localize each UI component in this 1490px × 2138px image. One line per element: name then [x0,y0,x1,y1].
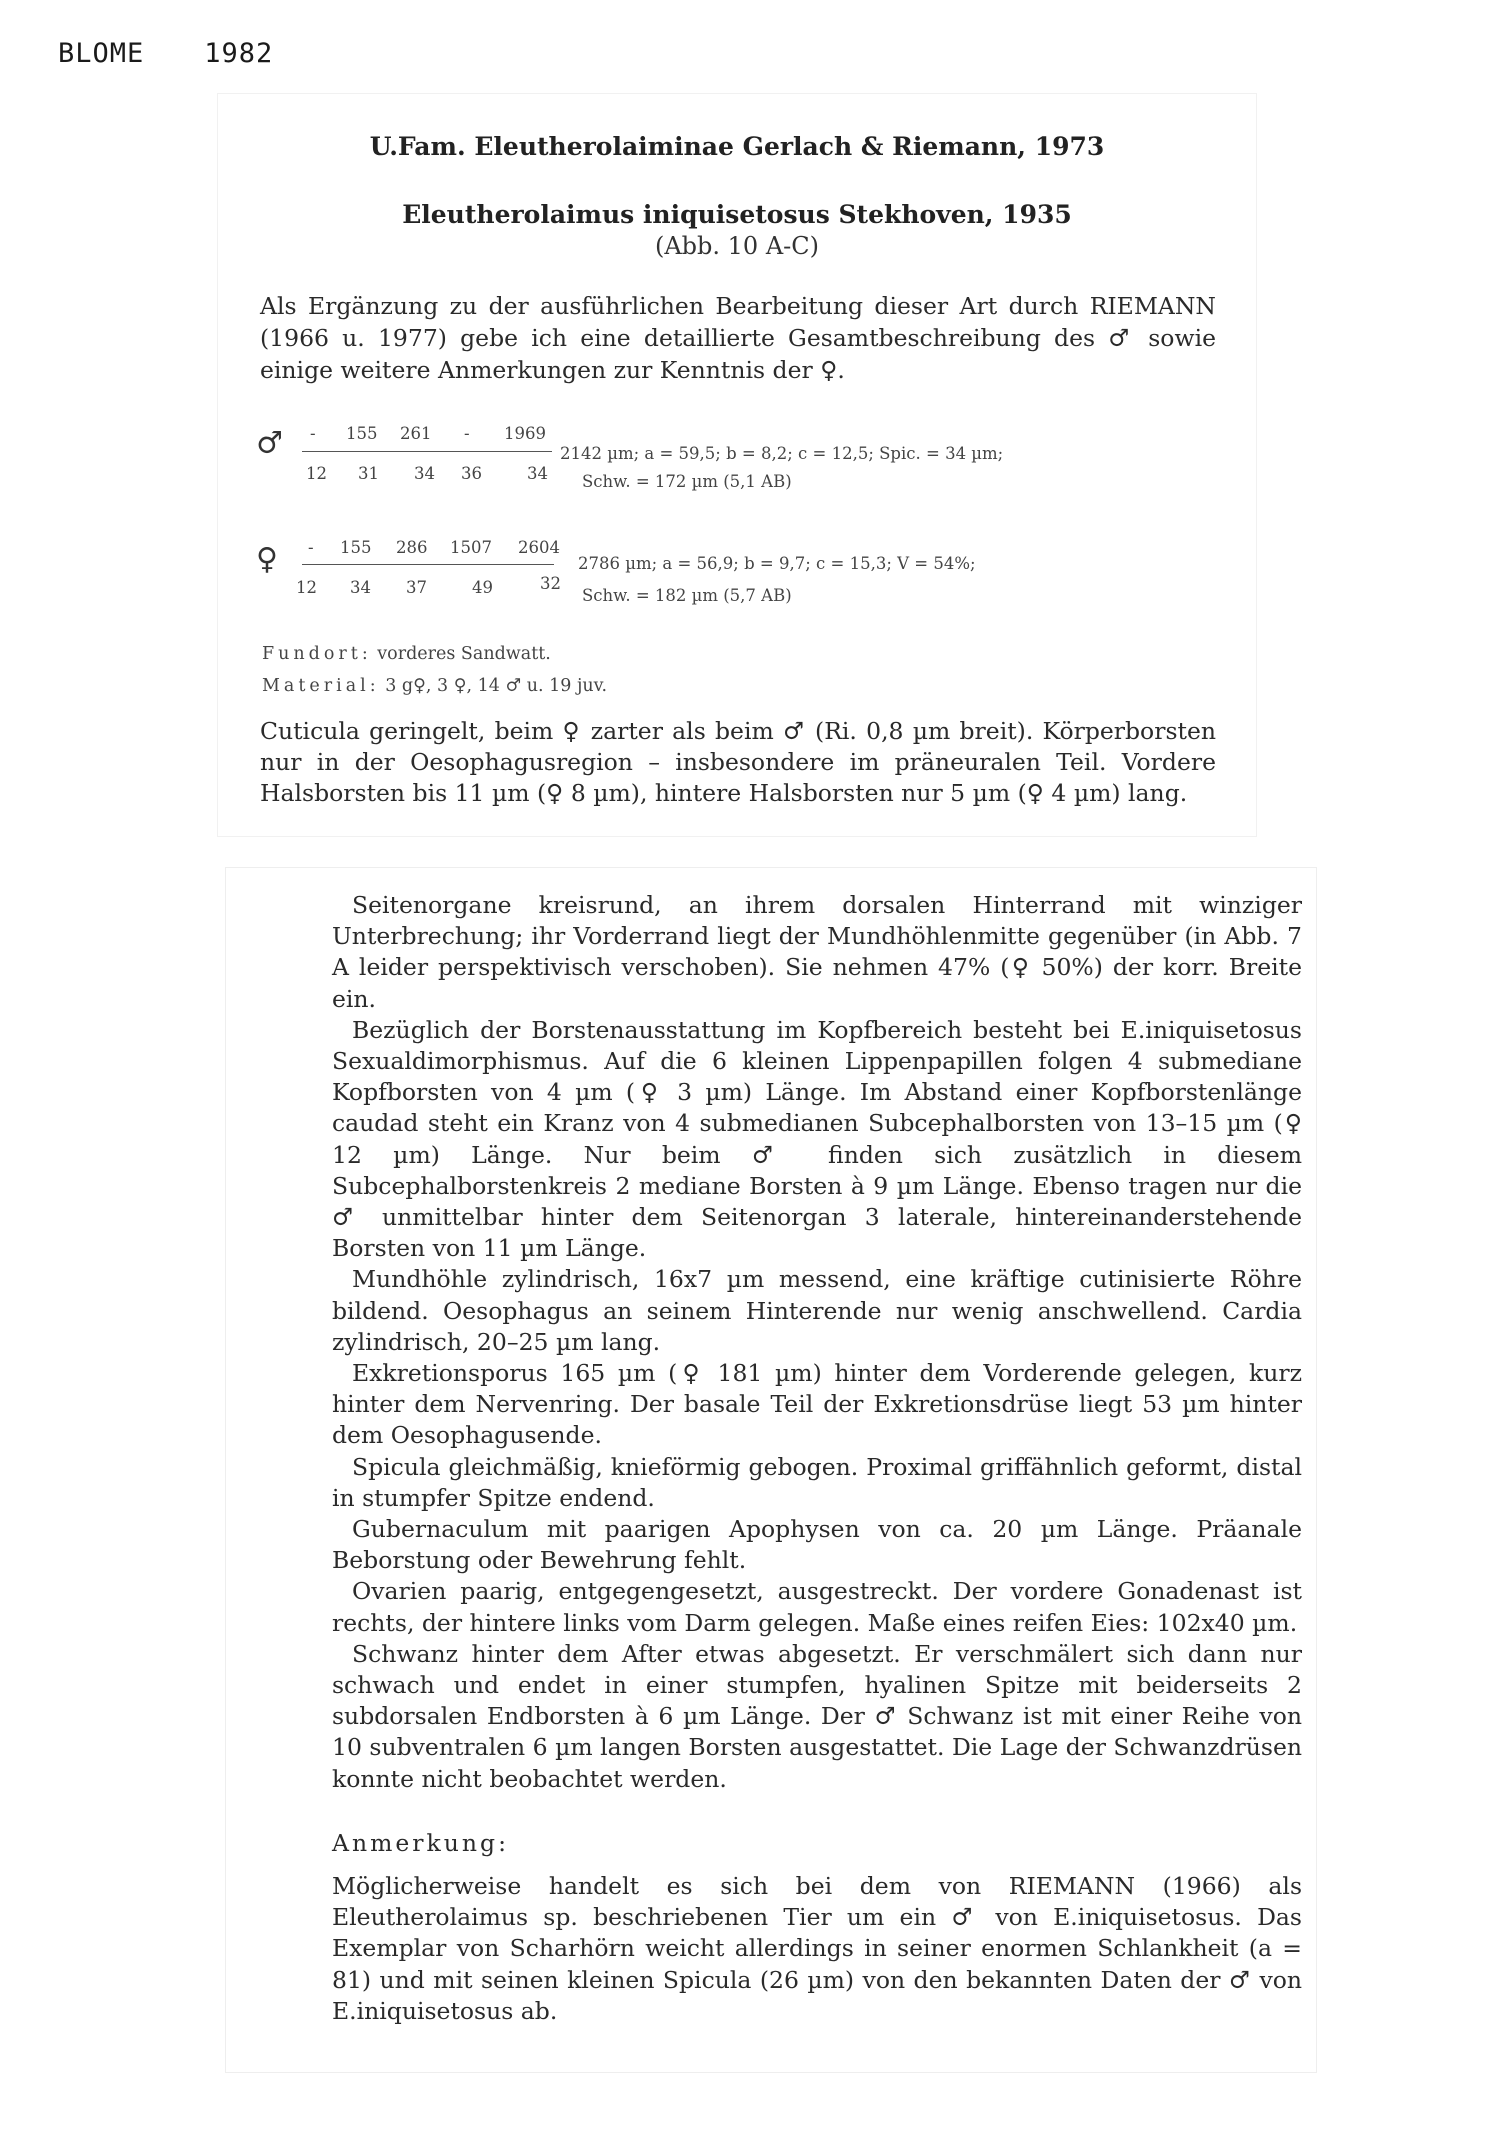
material-line [262,676,607,696]
fundort-line [262,644,551,664]
female-bottom-4: 49 [472,578,493,597]
paragraph-exkretionsporus: Exkretionsporus 165 µm (♀ 181 µm) hinter dem Vorderende gelegen, kurz hinter dem Nervenring. Der basale Teil der Exkretionsdrüse liegt 53 µm hinter dem Oesophagusende. [332,1359,1302,1450]
header-year: 1982 [204,38,274,69]
species-morphology-slip [226,868,1316,2072]
cuticula-paragraph: Cuticula geringelt, beim ♀ zarter als beim ♂ (Ri. 0,8 µm breit). Körperborsten nur in der Oesophagusregion – insbesondere im präneuralen Teil. Vordere Halsborsten bis 11 µm (♀ 8 µm), hintere Halsborsten nur 5 µm (♀ 4 µm) lang. [260,717,1216,807]
paragraph-schwanz: Schwanz hinter dem After etwas abgesetzt. Er verschmälert sich dann nur schwach und endet in einer stumpfen, hyalinen Spitze mit beiderseits 2 subdorsalen Endborsten à 6 µm Länge. Der ♂ Schwanz ist mit einer Reihe von 10 subventralen 6 µm langen Borsten ausgestattet. Die Lage der Schwanzdrüsen konnte nicht beobachtet werden. [332,1639,1302,1793]
morphology-text [332,890,1302,2027]
female-fraction-bar [302,564,554,565]
female-measurements-line2: Schw. = 182 µm (5,7 AB) [582,586,792,605]
female-measurements-line1: 2786 µm; a = 56,9; b = 9,7; c = 15,3; V = 54%; [578,554,976,573]
paragraph-mundhoehle: Mundhöhle zylindrisch, 16x7 µm messend, eine kräftige cutinisierte Röhre bildend. Oesophagus an seinem Hinterende nur wenig anschwellend. Cardia zylindrisch, 20–25 µm lang. [332,1265,1302,1356]
female-top-1: - [308,538,314,557]
paragraph-spicula: Spicula gleichmäßig, knieförmig gebogen. Proximal griffähnlich geformt, distal in stumpfer Spitze endend. [332,1452,1302,1512]
male-bottom-5: 34 [527,464,548,483]
subfamily-title: U.Fam. Eleutherolaiminae Gerlach & Riemann, 1973 [369,132,1105,161]
female-top-3: 286 [396,538,428,557]
header-author: BLOME [58,38,145,69]
paragraph-seitenorgane: Seitenorgane kreisrund, an ihrem dorsalen Hinterrand mit winziger Unterbrechung; ihr Vorderrand liegt der Mundhöhlenmitte gegenüber (in Abb. 7 A leider perspektivisch verschoben). Sie nehmen 47% (♀ 50%) der korr. Breite ein. [332,891,1302,1013]
male-bottom-2: 31 [358,464,379,483]
species-title: Eleutherolaimus iniquisetosus Stekhoven, 1935 [402,200,1072,229]
paragraph-borsten: Bezüglich der Borstenausstattung im Kopfbereich besteht bei E.iniquisetosus Sexualdimorphismus. Auf die 6 kleinen Lippenpapillen folgen 4 submediane Kopfborsten von 4 µm (♀ 3 µm) Länge. Im Abstand einer Kopfborstenlänge caudad steht ein Kranz von 4 submedianen Subcephalborsten von 13–15 µm (♀ 12 µm) Länge. Nur beim ♂ finden sich zusätzlich in diesem Subcephalborstenkreis 2 mediane Borsten à 9 µm Länge. Ebenso tragen nur die ♂ unmittelbar hinter dem Seitenorgan 3 laterale, hintereinanderstehende Borsten von 11 µm Länge. [332,1015,1302,1263]
female-symbol: ♀ [256,542,278,577]
male-top-4: - [464,424,470,443]
male-bottom-3: 34 [414,464,435,483]
female-bottom-1: 12 [296,578,317,597]
male-measurements-line2: Schw. = 172 µm (5,1 AB) [582,472,792,491]
figure-reference: (Abb. 10 A-C) [654,232,819,260]
paragraph-gubernaculum: Gubernaculum mit paarigen Apophysen von ca. 20 µm Länge. Präanale Beborstung oder Bewehrung fehlt. [332,1515,1302,1575]
material-value: 3 g♀, 3 ♀, 14 ♂ u. 19 juv. [385,676,608,696]
paragraph-ovarien: Ovarien paarig, entgegengesetzt, ausgestreckt. Der vordere Gonadenast ist rechts, der hintere links vom Darm gelegen. Maße eines reifen Eies: 102x40 µm. [332,1577,1302,1637]
species-description-slip [218,94,1256,836]
male-bottom-4: 36 [461,464,482,483]
male-top-1: - [310,424,316,443]
female-bottom-2: 34 [350,578,371,597]
intro-paragraph: Als Ergänzung zu der ausführlichen Bearbeitung dieser Art durch RIEMANN (1966 u. 1977) gebe ich eine detaillierte Gesamtbeschreibung des ♂ sowie einige weitere Anmerkungen zur Kenntnis der ♀. [260,292,1216,384]
female-bottom-3: 37 [406,578,427,597]
male-top-3: 261 [400,424,432,443]
fundort-value: vorderes Sandwatt. [377,644,551,664]
anmerkung-paragraph: Möglicherweise handelt es sich bei dem von RIEMANN (1966) als Eleutherolaimus sp. beschriebenen Tier um ein ♂ von E.iniquisetosus. Das Exemplar von Scharhörn weicht allerdings in seiner enormen Schlankheit (a = 81) und mit seinen kleinen Spicula (26 µm) von den bekannten Daten der ♂ von E.iniquisetosus ab. [332,1871,1302,2025]
anmerkung-heading: Anmerkung: [332,1828,510,1857]
male-symbol: ♂ [256,426,283,461]
material-label: Material: [262,676,380,696]
female-top-5: 2604 [518,538,560,557]
fundort-label: Fundort: [262,644,372,664]
female-top-4: 1507 [450,538,492,557]
male-bottom-1: 12 [306,464,327,483]
male-top-5: 1969 [504,424,546,443]
male-measurements-line1: 2142 µm; a = 59,5; b = 8,2; c = 12,5; Spic. = 34 µm; [560,444,1004,463]
male-fraction-bar [302,451,552,452]
female-top-2: 155 [340,538,372,557]
female-bottom-5: 32 [540,574,561,593]
page-header [58,38,333,69]
male-top-2: 155 [346,424,378,443]
